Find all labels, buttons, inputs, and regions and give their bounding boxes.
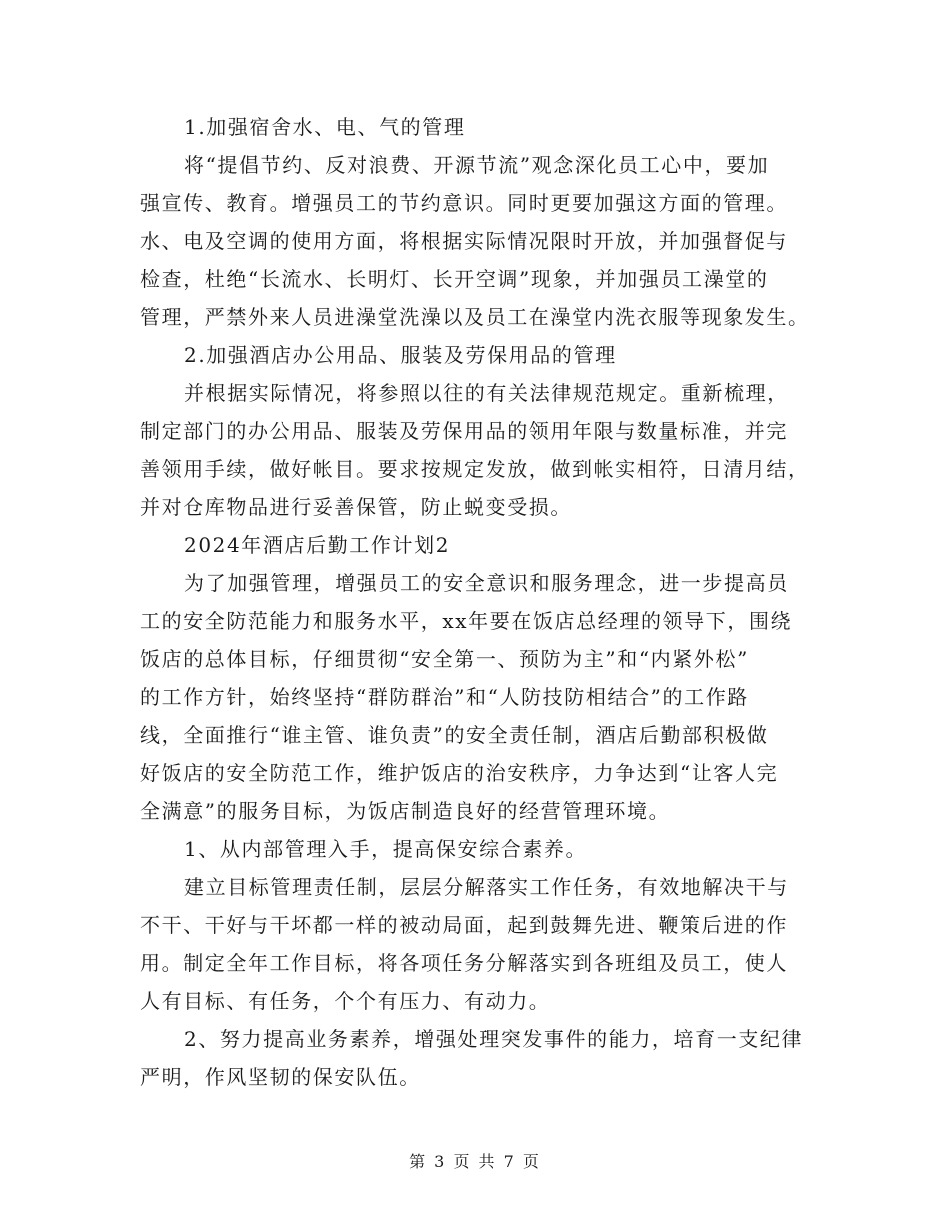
paragraph-line: 人有目标、有任务，个个有压力、有动力。 bbox=[140, 989, 551, 1013]
paragraph-line: 严明，作风坚韧的保安队伍。 bbox=[140, 1065, 421, 1089]
document-title: 2024年酒店后勤工作计划2 bbox=[184, 533, 451, 557]
paragraph-line: 水、电及空调的使用方面，将根据实际情况限时开放，并加强督促与 bbox=[140, 229, 788, 253]
paragraph-line: 管理，严禁外来人员进澡堂洗澡以及员工在澡堂内洗衣服等现象发生。 bbox=[140, 305, 810, 329]
section-heading: 1.加强宿舍水、电、气的管理 bbox=[184, 115, 466, 139]
paragraph-line: 检查，杜绝“长流水、长明灯、长开空调”现象，并加强员工澡堂的 bbox=[140, 267, 769, 291]
paragraph-line: 善领用手续，做好帐目。要求按规定发放，做到帐实相符，日清月结， bbox=[140, 457, 810, 481]
paragraph-line: 为了加强管理，增强员工的安全意识和服务理念，进一步提高员 bbox=[184, 571, 789, 595]
paragraph-line: 强宣传、教育。增强员工的节约意识。同时更要加强这方面的管理。 bbox=[140, 191, 788, 215]
section-heading: 2.加强酒店办公用品、服装及劳保用品的管理 bbox=[184, 343, 617, 367]
paragraph-line: 并对仓库物品进行妥善保管，防止蜕变受损。 bbox=[140, 495, 572, 519]
paragraph-line: 工的安全防范能力和服务水平，xx年要在饭店总经理的领导下，围绕 bbox=[140, 609, 793, 633]
page-number-footer: 第 3 页 共 7 页 bbox=[409, 1152, 541, 1171]
paragraph-line: 并根据实际情况，将参照以往的有关法律规范规定。重新梳理， bbox=[184, 381, 789, 405]
paragraph-line: 线，全面推行“谁主管、谁负责”的安全责任制，酒店后勤部积极做 bbox=[140, 723, 769, 747]
paragraph-line: 将“提倡节约、反对浪费、开源节流”观念深化员工心中，要加 bbox=[184, 153, 770, 177]
section-heading: 1、从内部管理入手，提高保安综合素养。 bbox=[184, 837, 588, 861]
paragraph-line: 不干、干好与干坏都一样的被动局面，起到鼓舞先进、鞭策后进的作 bbox=[140, 913, 788, 937]
paragraph-line: 全满意”的服务目标，为饭店制造良好的经营管理环境。 bbox=[140, 799, 671, 823]
paragraph-line: 制定部门的办公用品、服装及劳保用品的领用年限与数量标准，并完 bbox=[140, 419, 788, 443]
paragraph-line: 饭店的总体目标，仔细贯彻“安全第一、预防为主”和“内紧外松” bbox=[140, 647, 749, 671]
paragraph-line: 的工作方针，始终坚持“群防群治”和“人防技防相结合”的工作路 bbox=[140, 685, 749, 709]
paragraph-line: 用。制定全年工作目标，将各项任务分解落实到各班组及员工，使人 bbox=[140, 951, 788, 975]
paragraph-line: 好饭店的安全防范工作，维护饭店的治安秩序，力争达到“让客人完 bbox=[140, 761, 779, 785]
document-body bbox=[140, 108, 810, 1096]
section-heading: 2、努力提高业务素养，增强处理突发事件的能力，培育一支纪律 bbox=[184, 1027, 804, 1051]
paragraph-line: 建立目标管理责任制，层层分解落实工作任务，有效地解决干与 bbox=[184, 875, 789, 899]
